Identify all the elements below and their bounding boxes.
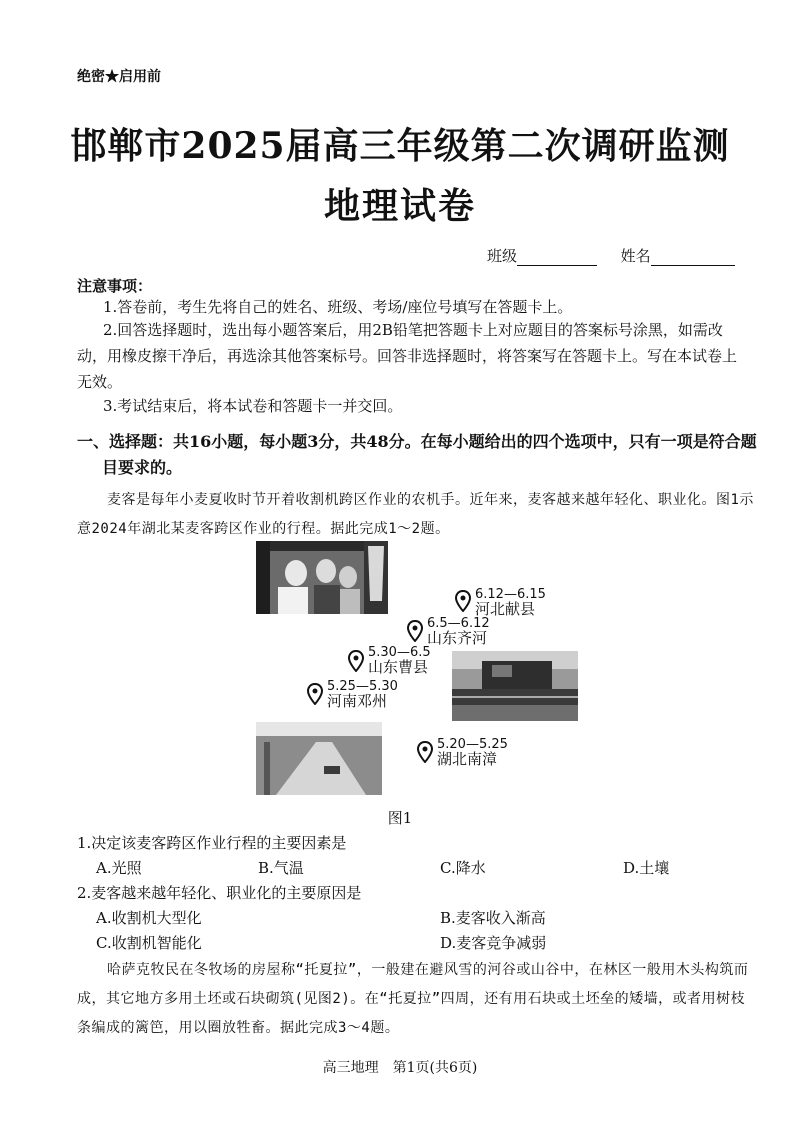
confidential-mark: 绝密★启用前 <box>77 69 161 85</box>
stop-place: 湖北南漳 <box>437 750 498 768</box>
stop-place: 河南邓州 <box>327 692 388 710</box>
wheat-field-photo <box>256 722 382 795</box>
stop-date: 5.30—6.5 <box>368 645 431 660</box>
question-1-option-d: D.土壤 <box>623 859 670 877</box>
stop-date: 5.25—5.30 <box>327 679 398 694</box>
question-1-option-b: B.气温 <box>258 859 304 877</box>
class-blank <box>517 249 597 266</box>
question-1-option-c: C.降水 <box>440 859 486 877</box>
question-2-option-c: C.收割机智能化 <box>96 934 202 952</box>
name-blank <box>651 249 735 266</box>
section-intro: 麦客是每年小麦夏收时节开着收割机跨区作业的农机手。近年来，麦客越来越年轻化、职业化。图1示意2024年湖北某麦客跨区作业的行程。据此完成1～2题。 <box>77 492 754 537</box>
stop-shandong-caoxian <box>368 645 431 675</box>
location-pin-icon <box>307 683 323 705</box>
location-pin-icon <box>455 590 471 612</box>
farmers-photo <box>256 541 388 614</box>
stop-place: 山东齐河 <box>427 629 488 647</box>
exam-subtitle: 地理试卷 <box>323 185 476 227</box>
question-2-option-b: B.麦客收入渐高 <box>440 909 546 927</box>
notice-item-1: 1.答卷前，考生先将自己的姓名、班级、考场/座位号填写在答题卡上。 <box>103 298 573 316</box>
harvester-photo <box>452 651 578 721</box>
stop-shandong-qihe <box>427 616 490 646</box>
name-label: 姓名 <box>620 247 651 265</box>
section-heading-line1: 一、选择题：共16小题，每小题3分，共48分。在每小题给出的四个选项中，只有一项是符合题 <box>77 432 757 451</box>
stop-hubei-nanzhang <box>437 737 508 767</box>
stop-henan-dengzhou <box>327 679 398 709</box>
location-pin-icon <box>417 741 433 763</box>
stop-place: 河北献县 <box>475 600 536 618</box>
class-name-row <box>487 245 735 266</box>
stop-date: 6.5—6.12 <box>427 616 490 631</box>
stop-hebei-xianxian <box>475 587 546 617</box>
figure-caption: 图1 <box>387 809 413 827</box>
class-label: 班级 <box>487 247 518 265</box>
section-heading <box>77 429 757 481</box>
section-heading-line2: 目要求的。 <box>102 458 183 477</box>
notice-item-2: 2.回答选择题时，选出每小题答案后，用2B铅笔把答题卡上对应题目的答案标号涂黑，如需改动，用橡皮擦干净后，再选涂其他答案标号。回答非选择题时，将答案写在答题卡上。写在本试卷上无效。 <box>77 321 738 391</box>
stop-place: 山东曹县 <box>368 658 429 676</box>
exam-title: 邯郸市2025届高三年级第二次调研监测 <box>70 125 730 167</box>
notice-item-3: 3.考试结束后，将本试卷和答题卡一并交回。 <box>103 397 403 415</box>
notice-heading: 注意事项： <box>77 277 153 295</box>
location-pin-icon <box>407 620 423 642</box>
page-footer: 高三地理 第1页(共6页) <box>322 1060 478 1076</box>
question-2-option-d: D.麦客竞争减弱 <box>440 934 547 952</box>
question-1-stem: 1.决定该麦客跨区作业行程的主要因素是 <box>77 834 347 852</box>
stop-date: 6.12—6.15 <box>475 587 546 602</box>
section-2-intro: 哈萨克牧民在冬牧场的房屋称“托夏拉”，一般建在避风雪的河谷或山谷中，在林区一般用木头构筑而成，其它地方多用土坯或石块砌筑(见图2)。在“托夏拉”四周，还有用石块或土坯垒的矮墙，或者用树枝条编成的篱笆，用以圈放牲畜。据此完成3～4题。 <box>77 962 749 1036</box>
question-2-stem: 2.麦客越来越年轻化、职业化的主要原因是 <box>77 884 362 902</box>
stop-date: 5.20—5.25 <box>437 737 508 752</box>
location-pin-icon <box>348 650 364 672</box>
question-2-option-a: A.收割机大型化 <box>96 909 202 927</box>
question-1-option-a: A.光照 <box>96 859 142 877</box>
